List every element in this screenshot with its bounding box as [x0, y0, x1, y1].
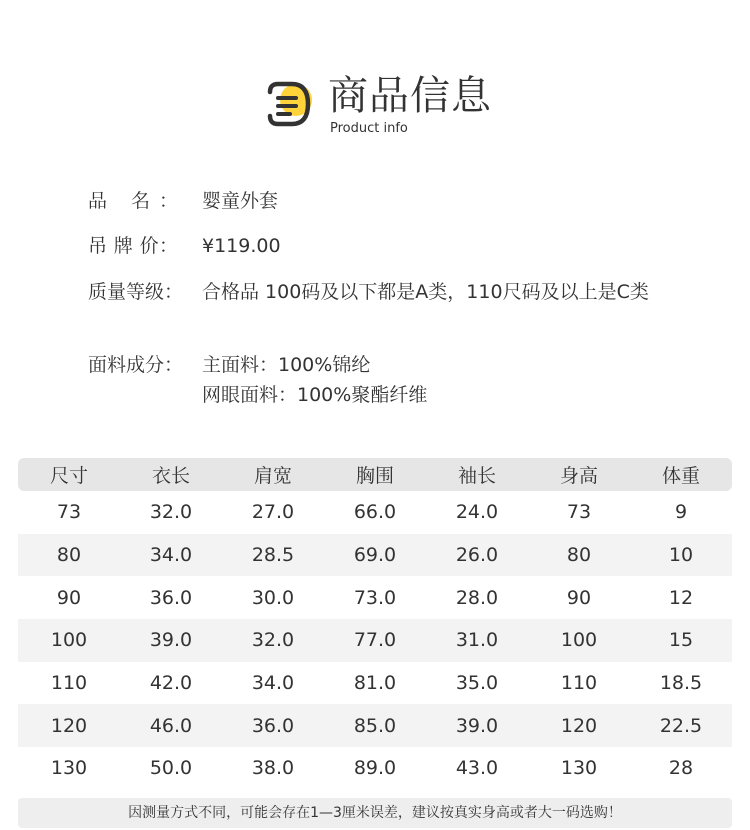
table-row [18, 704, 732, 747]
info-row-price [88, 231, 662, 261]
table-cell: 39.0 [149, 629, 193, 652]
table-cell: 28.5 [251, 544, 295, 567]
table-cell: 22.5 [659, 714, 703, 737]
price-value: ¥119.00 [202, 235, 281, 257]
table-cell: 120 [50, 714, 88, 737]
table-cell: 77.0 [353, 629, 397, 652]
header-cell-chest: 胸围 [355, 465, 394, 487]
table-cell: 10 [668, 544, 694, 567]
price-label: 吊 牌 价： [88, 235, 178, 257]
table-cell: 32.0 [149, 501, 193, 524]
table-row [18, 534, 732, 577]
header-cell-sleeve: 袖长 [457, 465, 496, 487]
name-value: 婴童外套 [202, 190, 279, 212]
document-lines-icon [262, 78, 320, 130]
table-cell: 36.0 [251, 714, 295, 737]
table-cell: 100 [560, 629, 598, 652]
table-cell: 80 [566, 544, 592, 567]
measurement-note: 因测量方式不同，可能会存在1—3厘米误差，建议按真实身高或者大一码选购！ [18, 798, 732, 828]
quality-value: 合格品 100码及以下都是A类，110尺码及以上是C类 [202, 281, 649, 303]
header-cell-weight: 体重 [661, 465, 700, 487]
table-cell: 31.0 [455, 629, 499, 652]
table-header-row [18, 458, 732, 491]
section-header [262, 74, 522, 138]
table-row [18, 491, 732, 534]
table-cell: 34.0 [251, 672, 295, 695]
table-cell: 28.0 [455, 586, 499, 609]
table-cell: 9 [674, 501, 688, 524]
table-cell: 50.0 [149, 757, 193, 780]
table-cell: 90 [566, 586, 592, 609]
table-cell: 130 [50, 757, 88, 780]
table-cell: 46.0 [149, 714, 193, 737]
table-cell: 120 [560, 714, 598, 737]
info-row-quality [88, 277, 662, 307]
table-cell: 36.0 [149, 586, 193, 609]
table-cell: 69.0 [353, 544, 397, 567]
size-chart-table [18, 458, 732, 790]
table-cell: 42.0 [149, 672, 193, 695]
table-row [18, 747, 732, 790]
table-cell: 32.0 [251, 629, 295, 652]
quality-label: 质量等级： [88, 281, 184, 303]
table-cell: 38.0 [251, 757, 295, 780]
table-cell: 100 [50, 629, 88, 652]
table-row [18, 576, 732, 619]
table-cell: 73 [56, 501, 82, 524]
table-cell: 90 [56, 586, 82, 609]
table-cell: 34.0 [149, 544, 193, 567]
table-cell: 43.0 [455, 757, 499, 780]
fabric-label: 面料成分： [88, 354, 184, 376]
table-cell: 80 [56, 544, 82, 567]
page-title: 商品信息 [328, 73, 492, 119]
table-cell: 110 [560, 672, 598, 695]
table-cell: 35.0 [455, 672, 499, 695]
table-cell: 39.0 [455, 714, 499, 737]
header-cell-length: 衣长 [151, 465, 190, 487]
header-cell-shoulder: 肩宽 [253, 465, 292, 487]
info-row-fabric [88, 350, 662, 410]
info-row-name [88, 186, 662, 216]
name-label: 品 名： [88, 190, 178, 212]
table-cell: 24.0 [455, 501, 499, 524]
table-cell: 66.0 [353, 501, 397, 524]
table-row [18, 619, 732, 662]
table-row [18, 662, 732, 705]
table-cell: 18.5 [659, 672, 703, 695]
header-cell-height: 身高 [559, 465, 598, 487]
fabric-mesh: 网眼面料：100%聚酯纤维 [202, 384, 428, 406]
table-cell: 130 [560, 757, 598, 780]
table-cell: 73.0 [353, 586, 397, 609]
header-cell-size: 尺寸 [49, 465, 88, 487]
page-subtitle: Product info [330, 121, 408, 136]
table-cell: 30.0 [251, 586, 295, 609]
table-cell: 110 [50, 672, 88, 695]
table-cell: 26.0 [455, 544, 499, 567]
fabric-main: 主面料：100%锦纶 [202, 354, 371, 376]
table-cell: 85.0 [353, 714, 397, 737]
table-cell: 28 [668, 757, 694, 780]
table-cell: 12 [668, 586, 694, 609]
table-cell: 27.0 [251, 501, 295, 524]
table-cell: 15 [668, 629, 694, 652]
fabric-value [202, 350, 662, 410]
table-cell: 81.0 [353, 672, 397, 695]
table-cell: 89.0 [353, 757, 397, 780]
table-cell: 73 [566, 501, 592, 524]
